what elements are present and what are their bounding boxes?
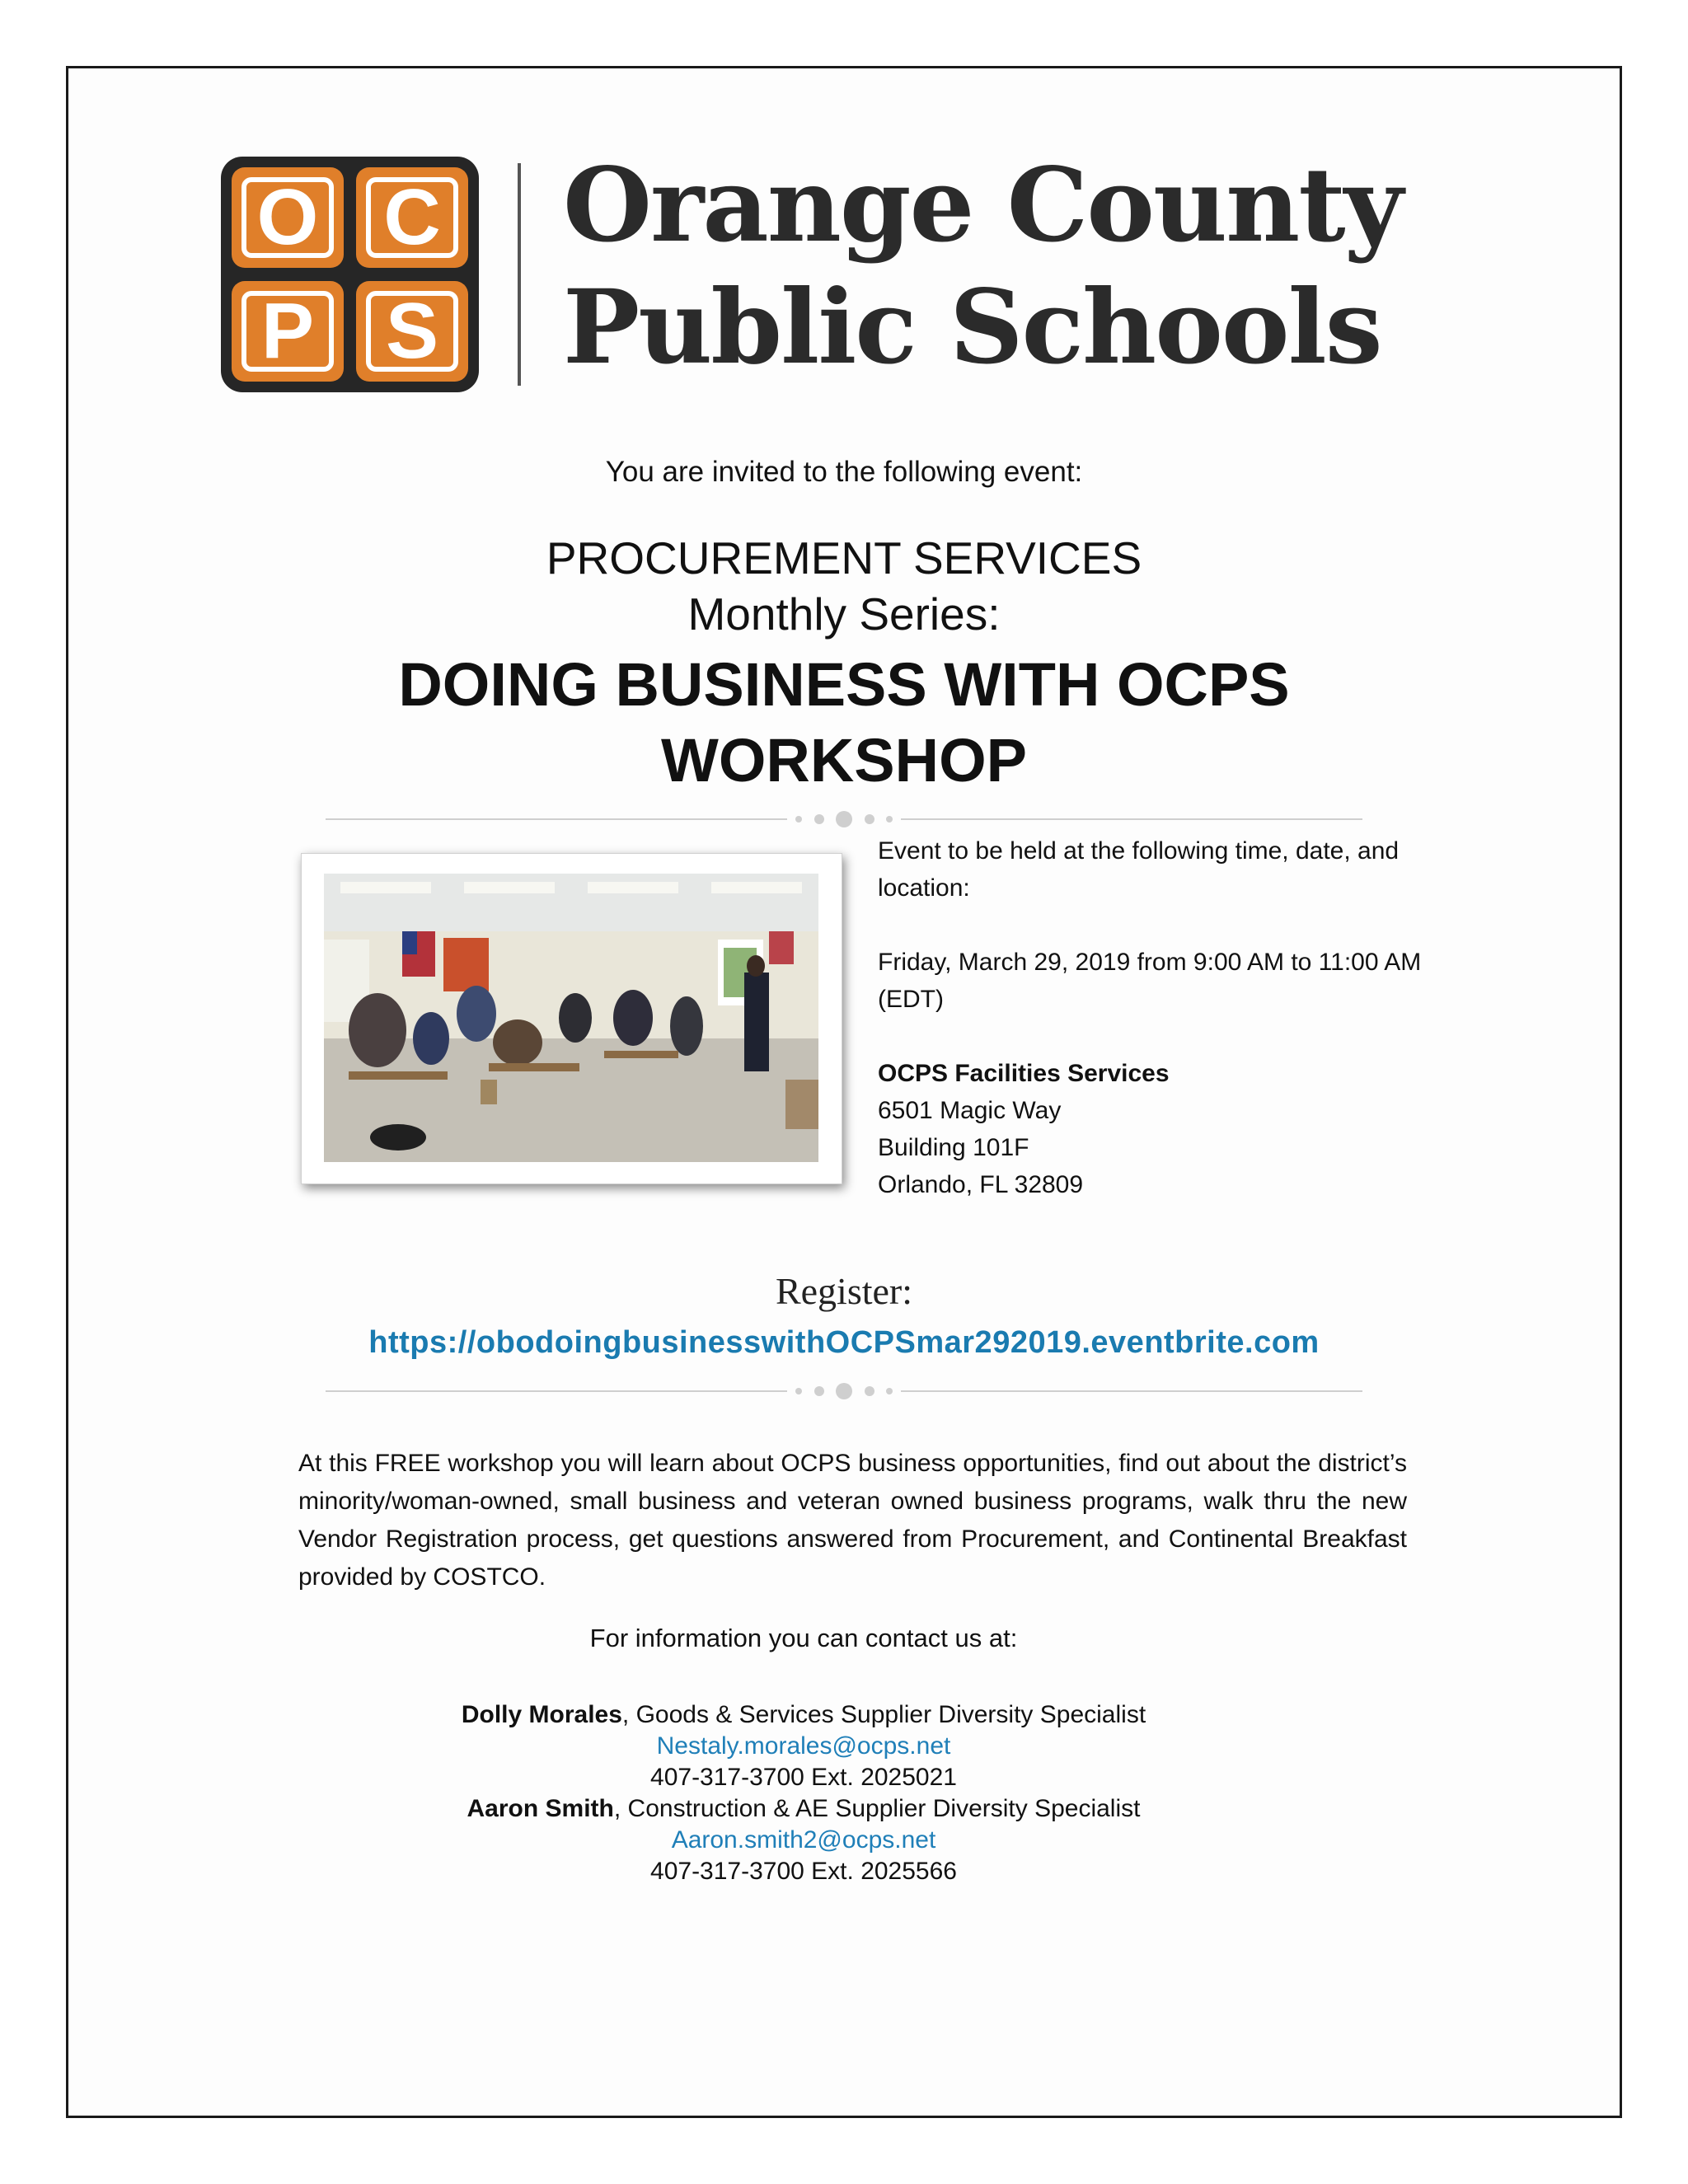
event-details: [878, 832, 1438, 1203]
classroom-photo-illustration: [324, 874, 818, 1162]
title-series: Monthly Series:: [687, 588, 1001, 640]
venue-address-building: Building 101F: [878, 1134, 1029, 1161]
venue-address-city: Orlando, FL 32809: [878, 1171, 1084, 1198]
contact-email-link[interactable]: Nestaly.morales@ocps.net: [656, 1732, 951, 1760]
logo-text-line1: Orange County: [563, 146, 1402, 265]
event-datetime: Friday, March 29, 2019 from 9:00 AM to 11:00 AM (EDT): [878, 949, 1422, 1013]
logo-text-line2: Public Schools: [563, 268, 1381, 387]
event-title-line1: DOING BUSINESS WITH OCPS: [398, 650, 1290, 719]
logo-tile-s: S: [356, 281, 468, 382]
contact-name-role: [0, 1699, 1607, 1731]
event-title-line2: WORKSHOP: [661, 726, 1027, 794]
title-procurement: PROCUREMENT SERVICES: [546, 532, 1142, 583]
event-title: [0, 647, 1688, 799]
contact-name: Dolly Morales: [461, 1701, 622, 1728]
logo-tile-o: O: [232, 167, 344, 268]
workshop-photo: [301, 853, 842, 1184]
contact-dolly-morales: [0, 1699, 1607, 1793]
contact-name: Aaron Smith: [467, 1795, 614, 1822]
contact-phone: 407-317-3700 Ext. 2025566: [650, 1858, 957, 1885]
contact-phone: 407-317-3700 Ext. 2025021: [650, 1764, 957, 1791]
contact-role: , Goods & Services Supplier Diversity Specialist: [621, 1701, 1146, 1728]
logo-divider: [518, 163, 521, 386]
contact-role: , Construction & AE Supplier Diversity Specialist: [613, 1795, 1141, 1822]
contact-aaron-smith: [0, 1793, 1607, 1887]
contact-intro: For information you can contact us at:: [589, 1624, 1018, 1652]
ornament-divider-top: [326, 808, 1362, 830]
ocps-logo: [221, 146, 1482, 404]
venue-name: OCPS Facilities Services: [878, 1060, 1170, 1087]
logo-tiles: [221, 157, 479, 392]
contact-email-link[interactable]: Aaron.smith2@ocps.net: [671, 1826, 936, 1854]
logo-tile-c: C: [356, 167, 468, 268]
register-link[interactable]: https://obodoingbusinesswithOCPSmar292019.eventbrite.com: [368, 1325, 1320, 1360]
venue-address-street: 6501 Magic Way: [878, 1097, 1062, 1124]
ornament-divider-bottom: [326, 1380, 1362, 1402]
event-intro: Event to be held at the following time, date, and location:: [878, 837, 1400, 902]
logo-tile-p: P: [232, 281, 344, 382]
invite-line: You are invited to the following event:: [605, 456, 1083, 488]
workshop-description: At this FREE workshop you will learn about OCPS business opportunities, find out about the district’s minority/woman-owned, small business and veteran owned business programs, walk thru the new Vendor Registration process, get questions answered from Procurement, and Continental Breakfast provided by COSTCO.: [298, 1450, 1407, 1591]
logo-wordmark: [563, 145, 1402, 389]
contact-name-role: [0, 1793, 1607, 1825]
register-label: Register:: [775, 1270, 913, 1312]
